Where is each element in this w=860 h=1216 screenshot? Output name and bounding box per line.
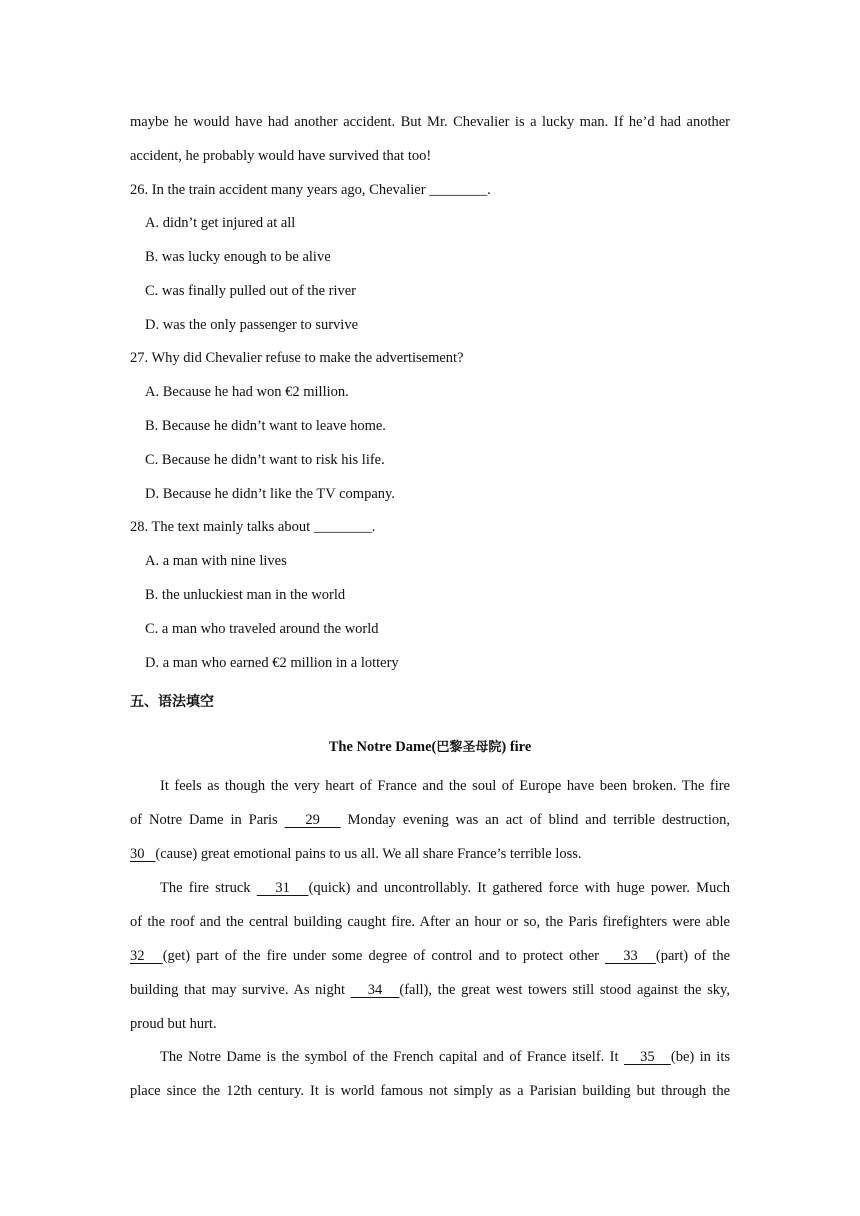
question-27-stem: 27. Why did Chevalier refuse to make the advertisement?	[130, 350, 464, 366]
blank-29: 29	[284, 812, 341, 828]
question-27-option-c: C. Because he didn’t want to risk his life.	[145, 452, 385, 468]
blank-33: 33	[605, 948, 656, 964]
paragraph-text: (quick) and uncontrollably. It gathered force with huge power. Much	[308, 880, 730, 896]
section-heading: 五、语法填空	[130, 694, 214, 710]
blank-32: 32	[130, 948, 163, 964]
paragraph-3-line: place since the 12th century. It is world famous not simply as a Parisian building but through the	[130, 1083, 730, 1099]
paragraph-2-line	[130, 980, 730, 1000]
paragraph-text: Monday evening was an act of blind and terrible destruction,	[340, 812, 731, 828]
paragraph-2-line: of the roof and the central building caught fire. After an hour or so, the Paris firefighters were able	[130, 914, 730, 930]
paragraph-3-line	[160, 1047, 730, 1067]
blank-30: 30	[130, 846, 156, 862]
question-26-stem: 26. In the train accident many years ago, Chevalier ________.	[130, 182, 491, 198]
paragraph-text: building that may survive. As night	[130, 982, 351, 998]
paragraph-text: (fall), the great west towers still stood against the sky,	[399, 982, 730, 998]
question-26-option-c: C. was finally pulled out of the river	[145, 283, 357, 299]
question-27-option-b: B. Because he didn’t want to leave home.	[145, 418, 386, 434]
question-26-option-b: B. was lucky enough to be alive	[145, 249, 331, 265]
paragraph-text: The Notre Dame is the symbol of the French capital and of France itself. It	[160, 1049, 624, 1065]
passage-text-line: accident, he probably would have survived that too!	[130, 148, 432, 164]
paragraph-text: (be) in its	[670, 1049, 731, 1065]
question-26-option-a: A. didn’t get injured at all	[145, 215, 296, 231]
paragraph-1-line	[130, 844, 582, 864]
blank-31: 31	[256, 880, 309, 896]
paragraph-1-line	[130, 810, 730, 830]
question-28-stem: 28. The text mainly talks about ________.	[130, 519, 376, 535]
paragraph-text: (part) of the	[655, 948, 731, 964]
question-27-option-d: D. Because he didn’t like the TV company.	[145, 486, 395, 502]
paragraph-text: The fire struck	[160, 880, 257, 896]
article-title	[0, 737, 860, 758]
paragraph-text: of Notre Dame in Paris	[130, 812, 285, 828]
article-title-en: The Notre Dame(	[328, 739, 437, 755]
blank-35: 35	[623, 1049, 671, 1065]
paragraph-2-line	[160, 878, 730, 898]
article-title-cn: 巴黎圣母院	[436, 740, 502, 755]
paragraph-text: (cause) great emotional pains to us all. We all share France’s terrible loss.	[155, 846, 582, 862]
article-title-end: ) fire	[501, 739, 532, 755]
paragraph-1-line: It feels as though the very heart of France and the soul of Europe have been broken. The fire	[160, 778, 730, 794]
paragraph-2-line: proud but hurt.	[130, 1016, 217, 1032]
paragraph-text: (get) part of the fire under some degree of control and to protect other	[162, 948, 606, 964]
passage-text-line: maybe he would have had another accident. But Mr. Chevalier is a lucky man. If he’d had another	[130, 114, 730, 130]
paragraph-2-line	[130, 946, 730, 966]
question-28-option-a: A. a man with nine lives	[145, 553, 287, 569]
question-28-option-d: D. a man who earned €2 million in a lottery	[145, 655, 399, 671]
blank-34: 34	[350, 982, 400, 998]
question-28-option-c: C. a man who traveled around the world	[145, 621, 379, 637]
question-28-option-b: B. the unluckiest man in the world	[145, 587, 346, 603]
question-26-option-d: D. was the only passenger to survive	[145, 317, 359, 333]
question-27-option-a: A. Because he had won €2 million.	[145, 384, 349, 400]
